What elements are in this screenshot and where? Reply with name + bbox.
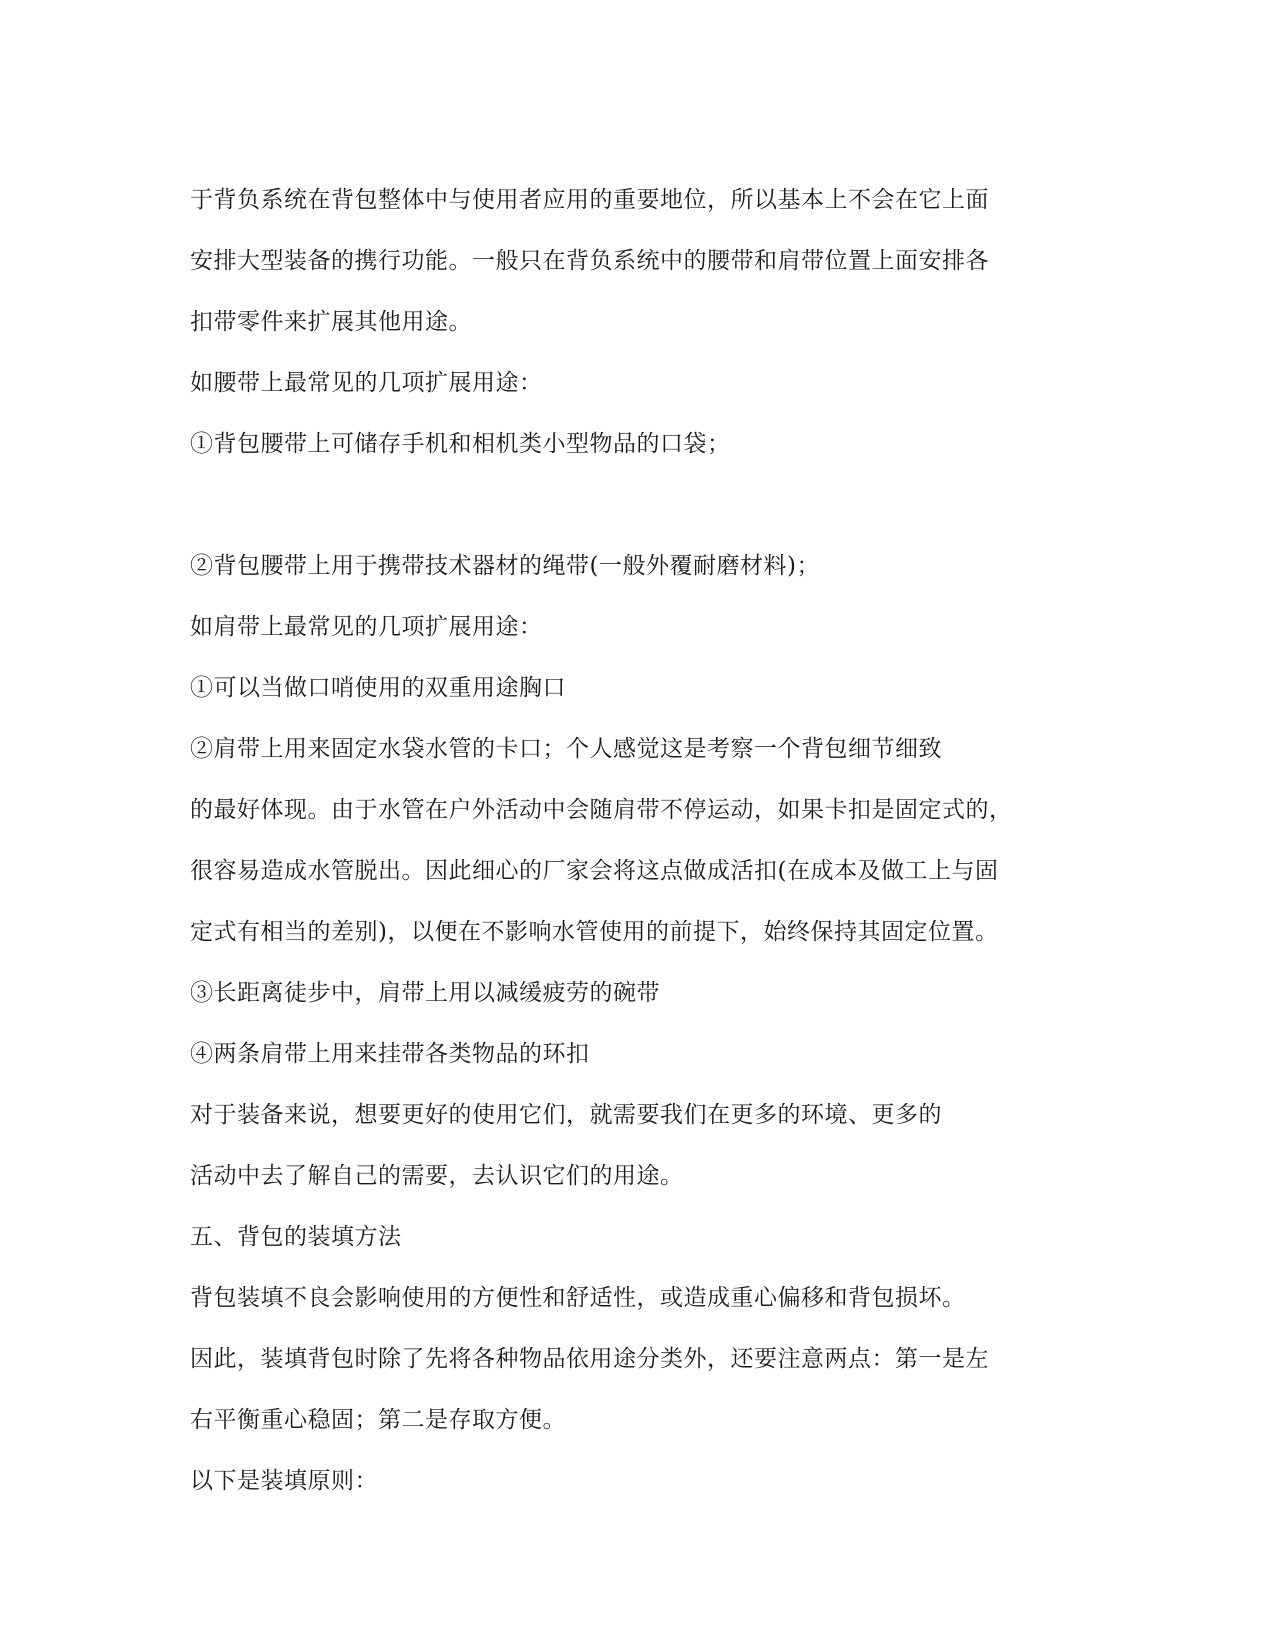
text-line: 很容易造成水管脱出。因此细心的厂家会将这点做成活扣(在成本及做工上与固 <box>190 858 999 884</box>
list-item: ②肩带上用来固定水袋水管的卡口；个人感觉这是考察一个背包细节细致 <box>190 736 942 762</box>
text-line: 如腰带上最常见的几项扩展用途： <box>190 370 543 396</box>
text-line: 扣带零件来扩展其他用途。 <box>190 309 472 335</box>
text-line: 安排大型装备的携行功能。一般只在背负系统中的腰带和肩带位置上面安排各 <box>190 248 989 274</box>
list-item: ④两条肩带上用来挂带各类物品的环扣 <box>190 1041 590 1067</box>
text-line: 以下是装填原则： <box>190 1468 378 1494</box>
text-line: 因此，装填背包时除了先将各种物品依用途分类外，还要注意两点：第一是左 <box>190 1346 989 1372</box>
list-item: ①背包腰带上可储存手机和相机类小型物品的口袋； <box>190 431 731 457</box>
text-line: 右平衡重心稳固；第二是存取方便。 <box>190 1407 566 1433</box>
text-line: 定式有相当的差别)，以便在不影响水管使用的前提下，始终保持其固定位置。 <box>190 919 999 945</box>
text-line: 于背负系统在背包整体中与使用者应用的重要地位，所以基本上不会在它上面 <box>190 187 989 213</box>
list-item: ③长距离徒步中，肩带上用以减缓疲劳的碗带 <box>190 980 660 1006</box>
blank-line <box>190 475 1070 536</box>
text-line: 活动中去了解自己的需要，去认识它们的用途。 <box>190 1163 684 1189</box>
list-item: ①可以当做口哨使用的双重用途胸口 <box>190 675 566 701</box>
text-line: 对于装备来说，想要更好的使用它们，就需要我们在更多的环境、更多的 <box>190 1102 942 1128</box>
body-text <box>190 170 1070 1512</box>
text-line: 背包装填不良会影响使用的方便性和舒适性，或造成重心偏移和背包损坏。 <box>190 1285 966 1311</box>
text-line: 的最好体现。由于水管在户外活动中会随肩带不停运动，如果卡扣是固定式的， <box>190 797 1013 823</box>
text-line: 如肩带上最常见的几项扩展用途： <box>190 614 543 640</box>
section-heading: 五、背包的装填方法 <box>190 1224 402 1250</box>
list-item: ②背包腰带上用于携带技术器材的绳带(一般外覆耐磨材料)； <box>190 553 820 579</box>
